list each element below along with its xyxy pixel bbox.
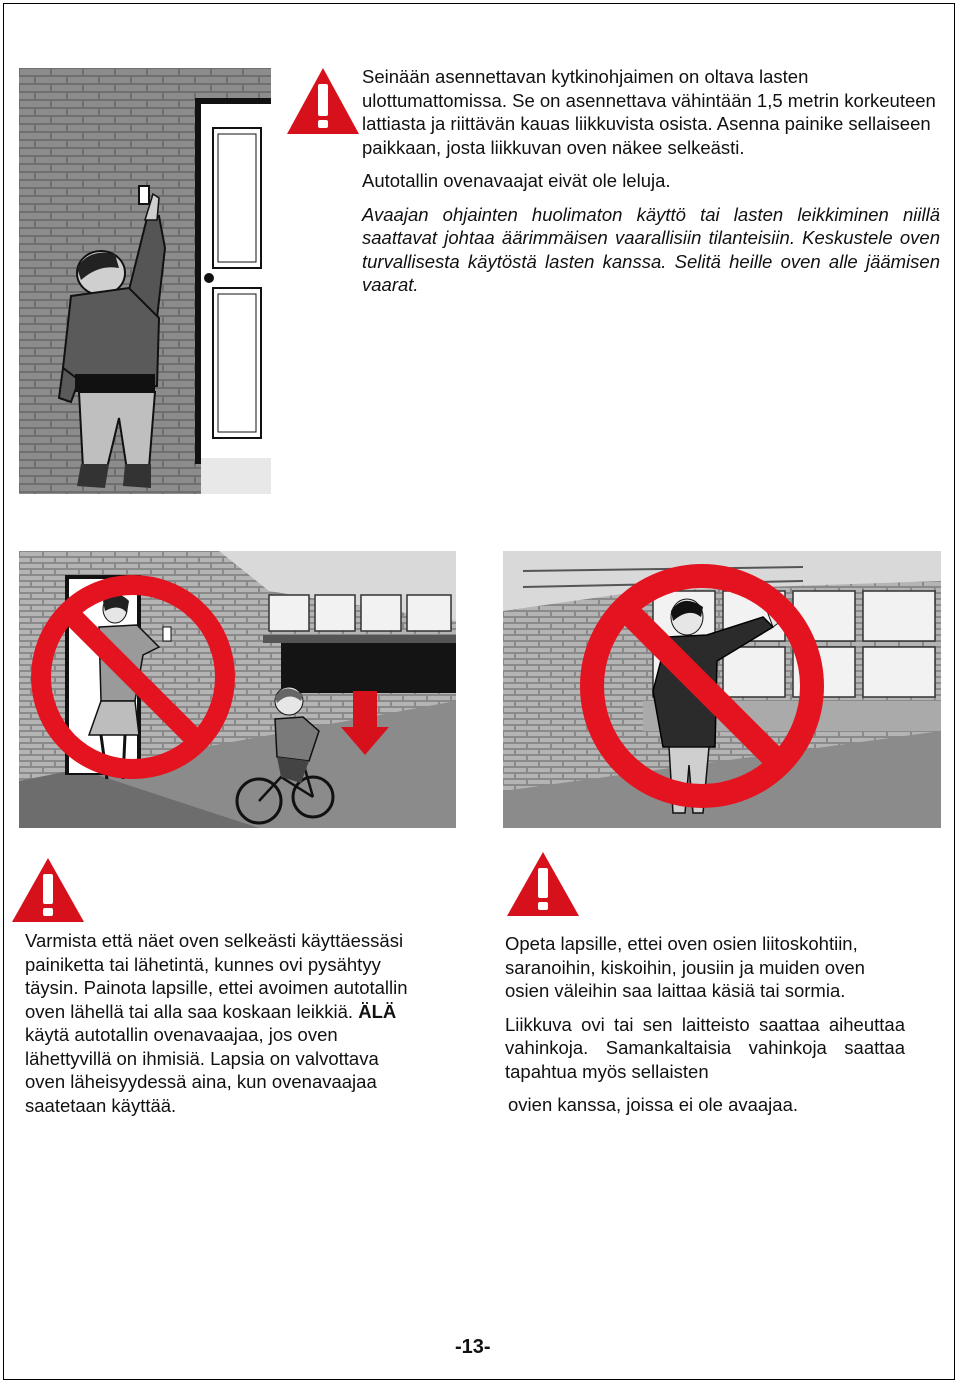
top-warning-text bbox=[362, 65, 940, 307]
moving-door-paragraph: Liikkuva ovi tai sen laitteisto saattaa aiheuttaa vahinkoja. Samankaltaisia vahinkoja saattaa tapahtua myös sellaisten bbox=[505, 1013, 905, 1082]
left-warning-text bbox=[25, 929, 415, 1117]
do-not-use-text: käytä autotallin ovenavaajaa, jos oven lähettyvillä on ihmisiä. Lapsia on valvottava oven läheisyydessä aina, kun ovenavaajaa saatetaan käyttää. bbox=[25, 1024, 379, 1116]
illustration-child-wall-button bbox=[19, 68, 271, 494]
illustration-child-bike-under-door bbox=[19, 551, 456, 828]
visibility-text: Varmista että näet oven selkeästi käyttäessäsi painiketta tai lähetintä, kunnes ovi pysähtyy täysin. Painota lapsille, ettei avoimen autotallin oven lähellä tai alla saa koskaan leikkiä. bbox=[25, 930, 408, 1022]
right-warning-text bbox=[505, 932, 905, 1127]
not-toys-paragraph: Autotallin ovenavaajat eivät ole leluja. bbox=[362, 170, 671, 191]
wall-control-paragraph: Seinään asennettavan kytkinohjaimen on oltava lasten ulottumattomissa. Se on asennettava vähintään 1,5 metrin korkeuteen lattiasta ja riittävän kauas liikkuvista osista. Asenna painike sellaiseen paikkaan, josta liikkuvan oven näkee selkeästi. bbox=[362, 66, 936, 158]
no-opener-paragraph: ovien kanssa, joissa ei ole avaajaa. bbox=[508, 1094, 799, 1115]
illustration-person-under-door bbox=[503, 551, 941, 828]
prohibition-icon bbox=[27, 571, 239, 783]
warning-triangle-icon bbox=[285, 66, 361, 136]
emphasis-ala: ÄLÄ bbox=[358, 1000, 397, 1022]
warning-triangle-icon bbox=[10, 856, 86, 924]
careless-use-paragraph: Avaajan ohjainten huolimaton käyttö tai lasten leikkiminen niillä saattavat johtaa äärimmäisen vaarallisiin tilanteisiin. Keskustele oven turvallisesta käytöstä lasten kanssa. Selitä heille oven alle jäämisen vaarat. bbox=[362, 203, 940, 295]
prohibition-icon bbox=[577, 561, 827, 811]
warning-triangle-icon bbox=[505, 850, 581, 918]
page-number: -13- bbox=[455, 1336, 491, 1358]
teach-children-paragraph: Opeta lapsille, ettei oven osien liitoskohtiin, saranoihin, kiskoihin, jousiin ja muiden oven osien väleihin saa laittaa käsiä tai sormia. bbox=[505, 933, 865, 1001]
visibility-paragraph bbox=[25, 929, 415, 1117]
